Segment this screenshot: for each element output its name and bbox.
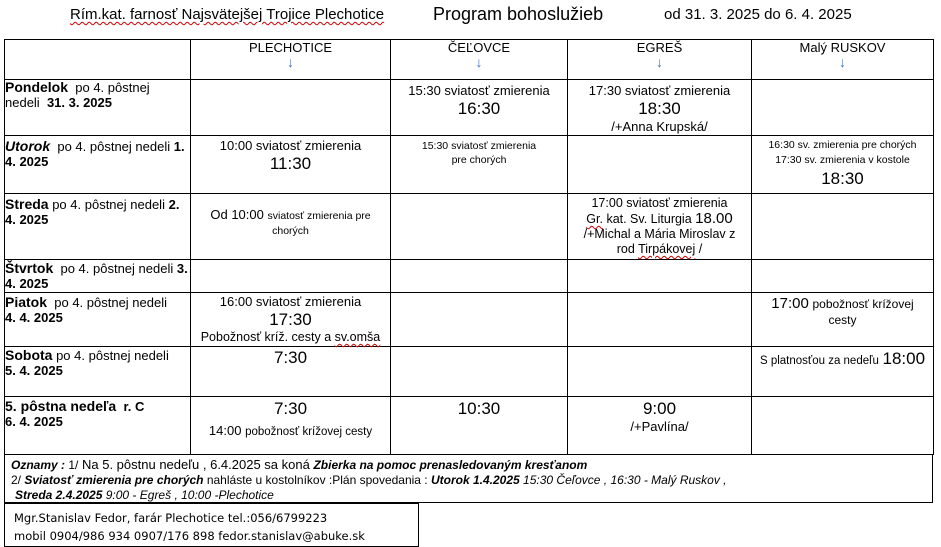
cell-sun-ruskov bbox=[752, 397, 934, 455]
announcement-line-2: 2/ Sviatosť zmierenia pre chorých nahláste u kostolníkov :Plán spovedania : Utorok 1.4.2025 15:30 Čeľovce , 16:30 - Malý Ruskov , bbox=[11, 473, 727, 487]
day-label-sunday: 5. pôstna nedeľa r. C 6. 4. 2025 bbox=[5, 397, 191, 455]
cell-tue-ruskov: 16:30 sv. zmierenia pre chorých 17:30 sv. zmierenia v kostole 18:30 bbox=[752, 136, 934, 194]
arrow-down-icon: ↓ bbox=[839, 54, 846, 70]
cell-tue-egres bbox=[568, 136, 752, 194]
day-label-wednesday: Streda po 4. pôstnej nedeli 2. 4. 2025 bbox=[5, 194, 191, 260]
row-wednesday bbox=[5, 194, 934, 260]
row-tuesday bbox=[5, 136, 934, 194]
row-sunday bbox=[5, 397, 934, 455]
cell-sat-plechotice: 7:30 bbox=[191, 347, 391, 397]
cell-thu-celovce bbox=[391, 260, 568, 293]
column-header-celovce: ČEĽOVCE ↓ bbox=[391, 40, 568, 80]
cell-tue-plechotice: 10:00 sviatosť zmierenia 11:30 bbox=[191, 136, 391, 194]
day-label-monday: Pondelok po 4. pôstnej nedeli 31. 3. 2025 bbox=[5, 80, 191, 136]
cell-thu-egres bbox=[568, 260, 752, 293]
cell-mon-egres: 17:30 sviatosť zmierenia 18:30 /+Anna Krupská/ bbox=[568, 80, 752, 136]
parish-name-text: Rím.kat. farnosť Najsvätejšej Trojice Plechotice bbox=[70, 6, 385, 23]
column-header-egres: EGREŠ ↓ bbox=[568, 40, 752, 80]
cell-thu-plechotice bbox=[191, 260, 391, 293]
cell-fri-ruskov: 17:00 pobožnosť krížovej cesty bbox=[752, 293, 934, 347]
cell-wed-ruskov bbox=[752, 194, 934, 260]
cell-sat-ruskov: S platnosťou za nedeľu 18:00 bbox=[752, 347, 934, 397]
cell-thu-ruskov bbox=[752, 260, 934, 293]
row-monday bbox=[5, 80, 934, 136]
priest-contact: Mgr.Stanislav Fedor, farár Plechotice tel.:056/6799223 bbox=[14, 511, 328, 525]
announcements bbox=[4, 455, 933, 503]
cell-fri-egres bbox=[568, 293, 752, 347]
day-label-tuesday: Utorok po 4. pôstnej nedeli 1. 4. 2025 bbox=[5, 136, 191, 194]
cell-sun-plechotice: 7:30 14:00 pobožnosť krížovej cesty bbox=[191, 397, 391, 455]
column-header-maly-ruskov: Malý RUSKOV ↓ bbox=[752, 40, 934, 80]
cell-mon-plechotice bbox=[191, 80, 391, 136]
announcement-line-1: Oznamy : 1/ Na 5. pôstnu nedeľu , 6.4.2025 sa koná Zbierka na pomoc prenasledovaným kresťanom bbox=[11, 457, 588, 472]
row-thursday bbox=[5, 260, 934, 293]
arrow-down-icon: ↓ bbox=[287, 54, 294, 70]
cell-sun-celovce: 10:30 bbox=[391, 397, 568, 455]
arrow-down-icon: ↓ bbox=[656, 54, 663, 70]
cell-sun-egres: 9:00 /+Pavlína/ bbox=[568, 397, 752, 455]
arrow-down-icon: ↓ bbox=[475, 54, 483, 70]
phone-email: mobil 0904/986 934 0907/176 898 fedor.stanislav@abuke.sk bbox=[14, 529, 365, 543]
cell-sat-egres bbox=[568, 347, 752, 397]
cell-mon-celovce: 15:30 sviatosť zmierenia 16:30 bbox=[391, 80, 568, 136]
column-header-plechotice: PLECHOTICE ↓ bbox=[191, 40, 391, 80]
cell-sat-celovce bbox=[391, 347, 568, 397]
day-label-friday: Piatok po 4. pôstnej nedeli 4. 4. 2025 bbox=[5, 293, 191, 347]
cell-wed-egres: 17:00 sviatosť zmierenia Gr. kat. Sv. Liturgia 18.00 /+Michal a Mária Miroslav z rod Tirpákovej / bbox=[568, 194, 752, 260]
cell-mon-ruskov bbox=[752, 80, 934, 136]
date-range: od 31. 3. 2025 do 6. 4. 2025 bbox=[664, 6, 852, 23]
day-label-thursday: Štvrtok po 4. pôstnej nedeli 3. 4. 2025 bbox=[5, 260, 191, 293]
cell-fri-celovce bbox=[391, 293, 568, 347]
cell-wed-celovce bbox=[391, 194, 568, 260]
corner-cell bbox=[5, 40, 191, 80]
contact-footer bbox=[4, 503, 419, 547]
document-header bbox=[0, 6, 941, 28]
column-header-row bbox=[5, 40, 934, 80]
document-title: Program bohoslužieb bbox=[433, 4, 604, 24]
day-label-saturday: Sobota po 4. pôstnej nedeli 5. 4. 2025 bbox=[5, 347, 191, 397]
row-saturday bbox=[5, 347, 934, 397]
cell-tue-celovce: 15:30 sviatosť zmierenia pre chorých bbox=[391, 136, 568, 194]
schedule-table bbox=[4, 39, 934, 455]
row-friday bbox=[5, 293, 934, 347]
cell-wed-plechotice: Od 10:00 sviatosť zmierenia pre chorých bbox=[191, 194, 391, 260]
announcement-line-3: Streda 2.4.2025 9:00 - Egreš , 10:00 -Plechotice bbox=[15, 488, 274, 502]
cell-fri-plechotice: 16:00 sviatosť zmierenia 17:30 Pobožnosť kríž. cesty a sv.omša bbox=[191, 293, 391, 347]
